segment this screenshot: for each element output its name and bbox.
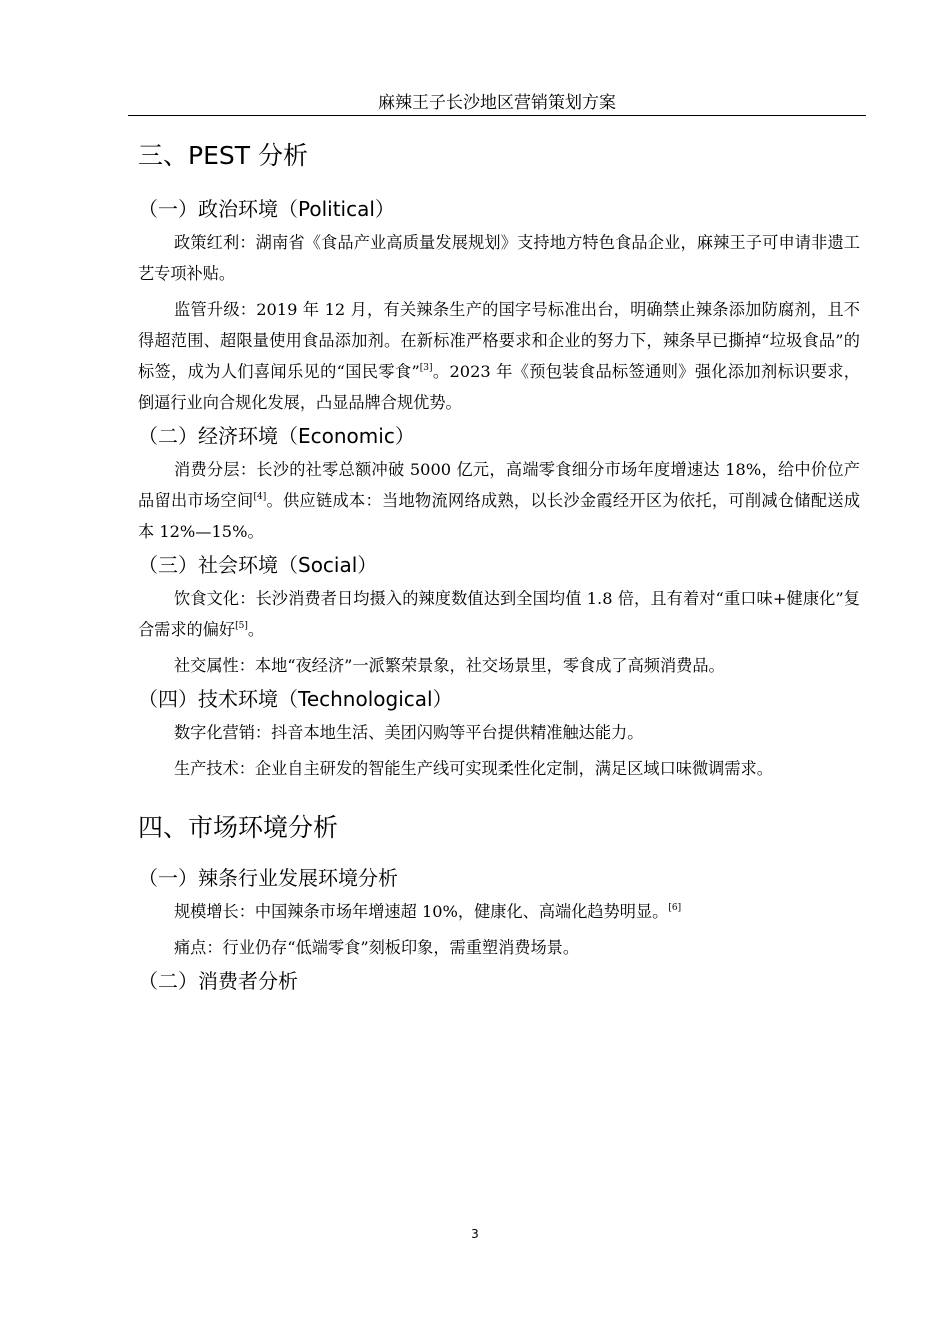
social-para-1-tail: 。 <box>247 620 265 639</box>
social-para-1-text: 饮食文化：长沙消费者日均摄入的辣度数值达到全国均值 1.8 倍，且有着对“重口味+健康化”复合需求的偏好 <box>138 589 860 639</box>
industry-para-2: 痛点：行业仍存“低端零食”刻板印象，需重塑消费场景。 <box>174 938 580 957</box>
social-para-1 <box>138 583 860 645</box>
tech-para-1: 数字化营销：抖音本地生活、美团闪购等平台提供精准触达能力。 <box>174 723 644 742</box>
consumer-heading: （二）消费者分析 <box>138 969 298 993</box>
tech-heading: （四）技术环境（Technological） <box>138 687 453 711</box>
economic-heading: （二）经济环境（Economic） <box>138 424 415 448</box>
industry-para-1-text: 规模增长：中国辣条市场年增速超 10%，健康化、高端化趋势明显。 <box>174 902 669 921</box>
political-para-2-text: 监管升级：2019 年 12 月，有关辣条生产的国字号标准出台，明确禁止辣条添加防腐剂，且不得超范围、超限量使用食品添加剂。在新标准严格要求和企业的努力下，辣条早已撕掉“垃圾食品”的标签，成为人们喜闻乐见的“国民零食” <box>138 300 860 381</box>
economic-para-1-text: 消费分层：长沙的社零总额冲破 5000 亿元，高端零食细分市场年度增速达 18%，给中价位产品留出市场空间 <box>138 460 860 510</box>
economic-para-1 <box>138 454 860 547</box>
tech-para-2: 生产技术：企业自主研发的智能生产线可实现柔性化定制，满足区域口味微调需求。 <box>174 759 773 778</box>
political-heading: （一）政治环境（Political） <box>138 197 395 221</box>
citation-3: [3] <box>419 363 433 373</box>
citation-4: [4] <box>253 492 267 502</box>
page-number: 3 <box>471 1227 479 1241</box>
header-rule <box>128 115 866 116</box>
political-para-1: 政策红利：湖南省《食品产业高质量发展规划》支持地方特色食品企业，麻辣王子可申请非遗工艺专项补贴。 <box>138 233 860 283</box>
political-para-2 <box>138 294 860 418</box>
running-header: 麻辣王子长沙地区营销策划方案 <box>378 93 616 113</box>
citation-5: [5] <box>235 621 248 631</box>
page-body <box>138 136 860 999</box>
economic-para-1-tail: 。供应链成本：当地物流网络成熟，以长沙金霞经开区为依托，可削减仓储配送成本 12%—15%。 <box>138 491 861 541</box>
section-3-heading: 三、PEST 分析 <box>138 141 308 170</box>
social-para-2: 社交属性：本地“夜经济”一派繁荣景象，社交场景里，零食成了高频消费品。 <box>174 656 725 675</box>
industry-heading: （一）辣条行业发展环境分析 <box>138 866 398 890</box>
section-4-heading: 四、市场环境分析 <box>138 813 339 842</box>
political-para-2-tail: 。2023 年《预包装食品标签通则》强化添加剂标识要求，倒逼行业向合规化发展，凸显品牌合规优势。 <box>138 362 860 412</box>
citation-6: [6] <box>668 903 682 913</box>
social-heading: （三）社会环境（Social） <box>138 553 378 577</box>
industry-para-1 <box>138 896 860 927</box>
